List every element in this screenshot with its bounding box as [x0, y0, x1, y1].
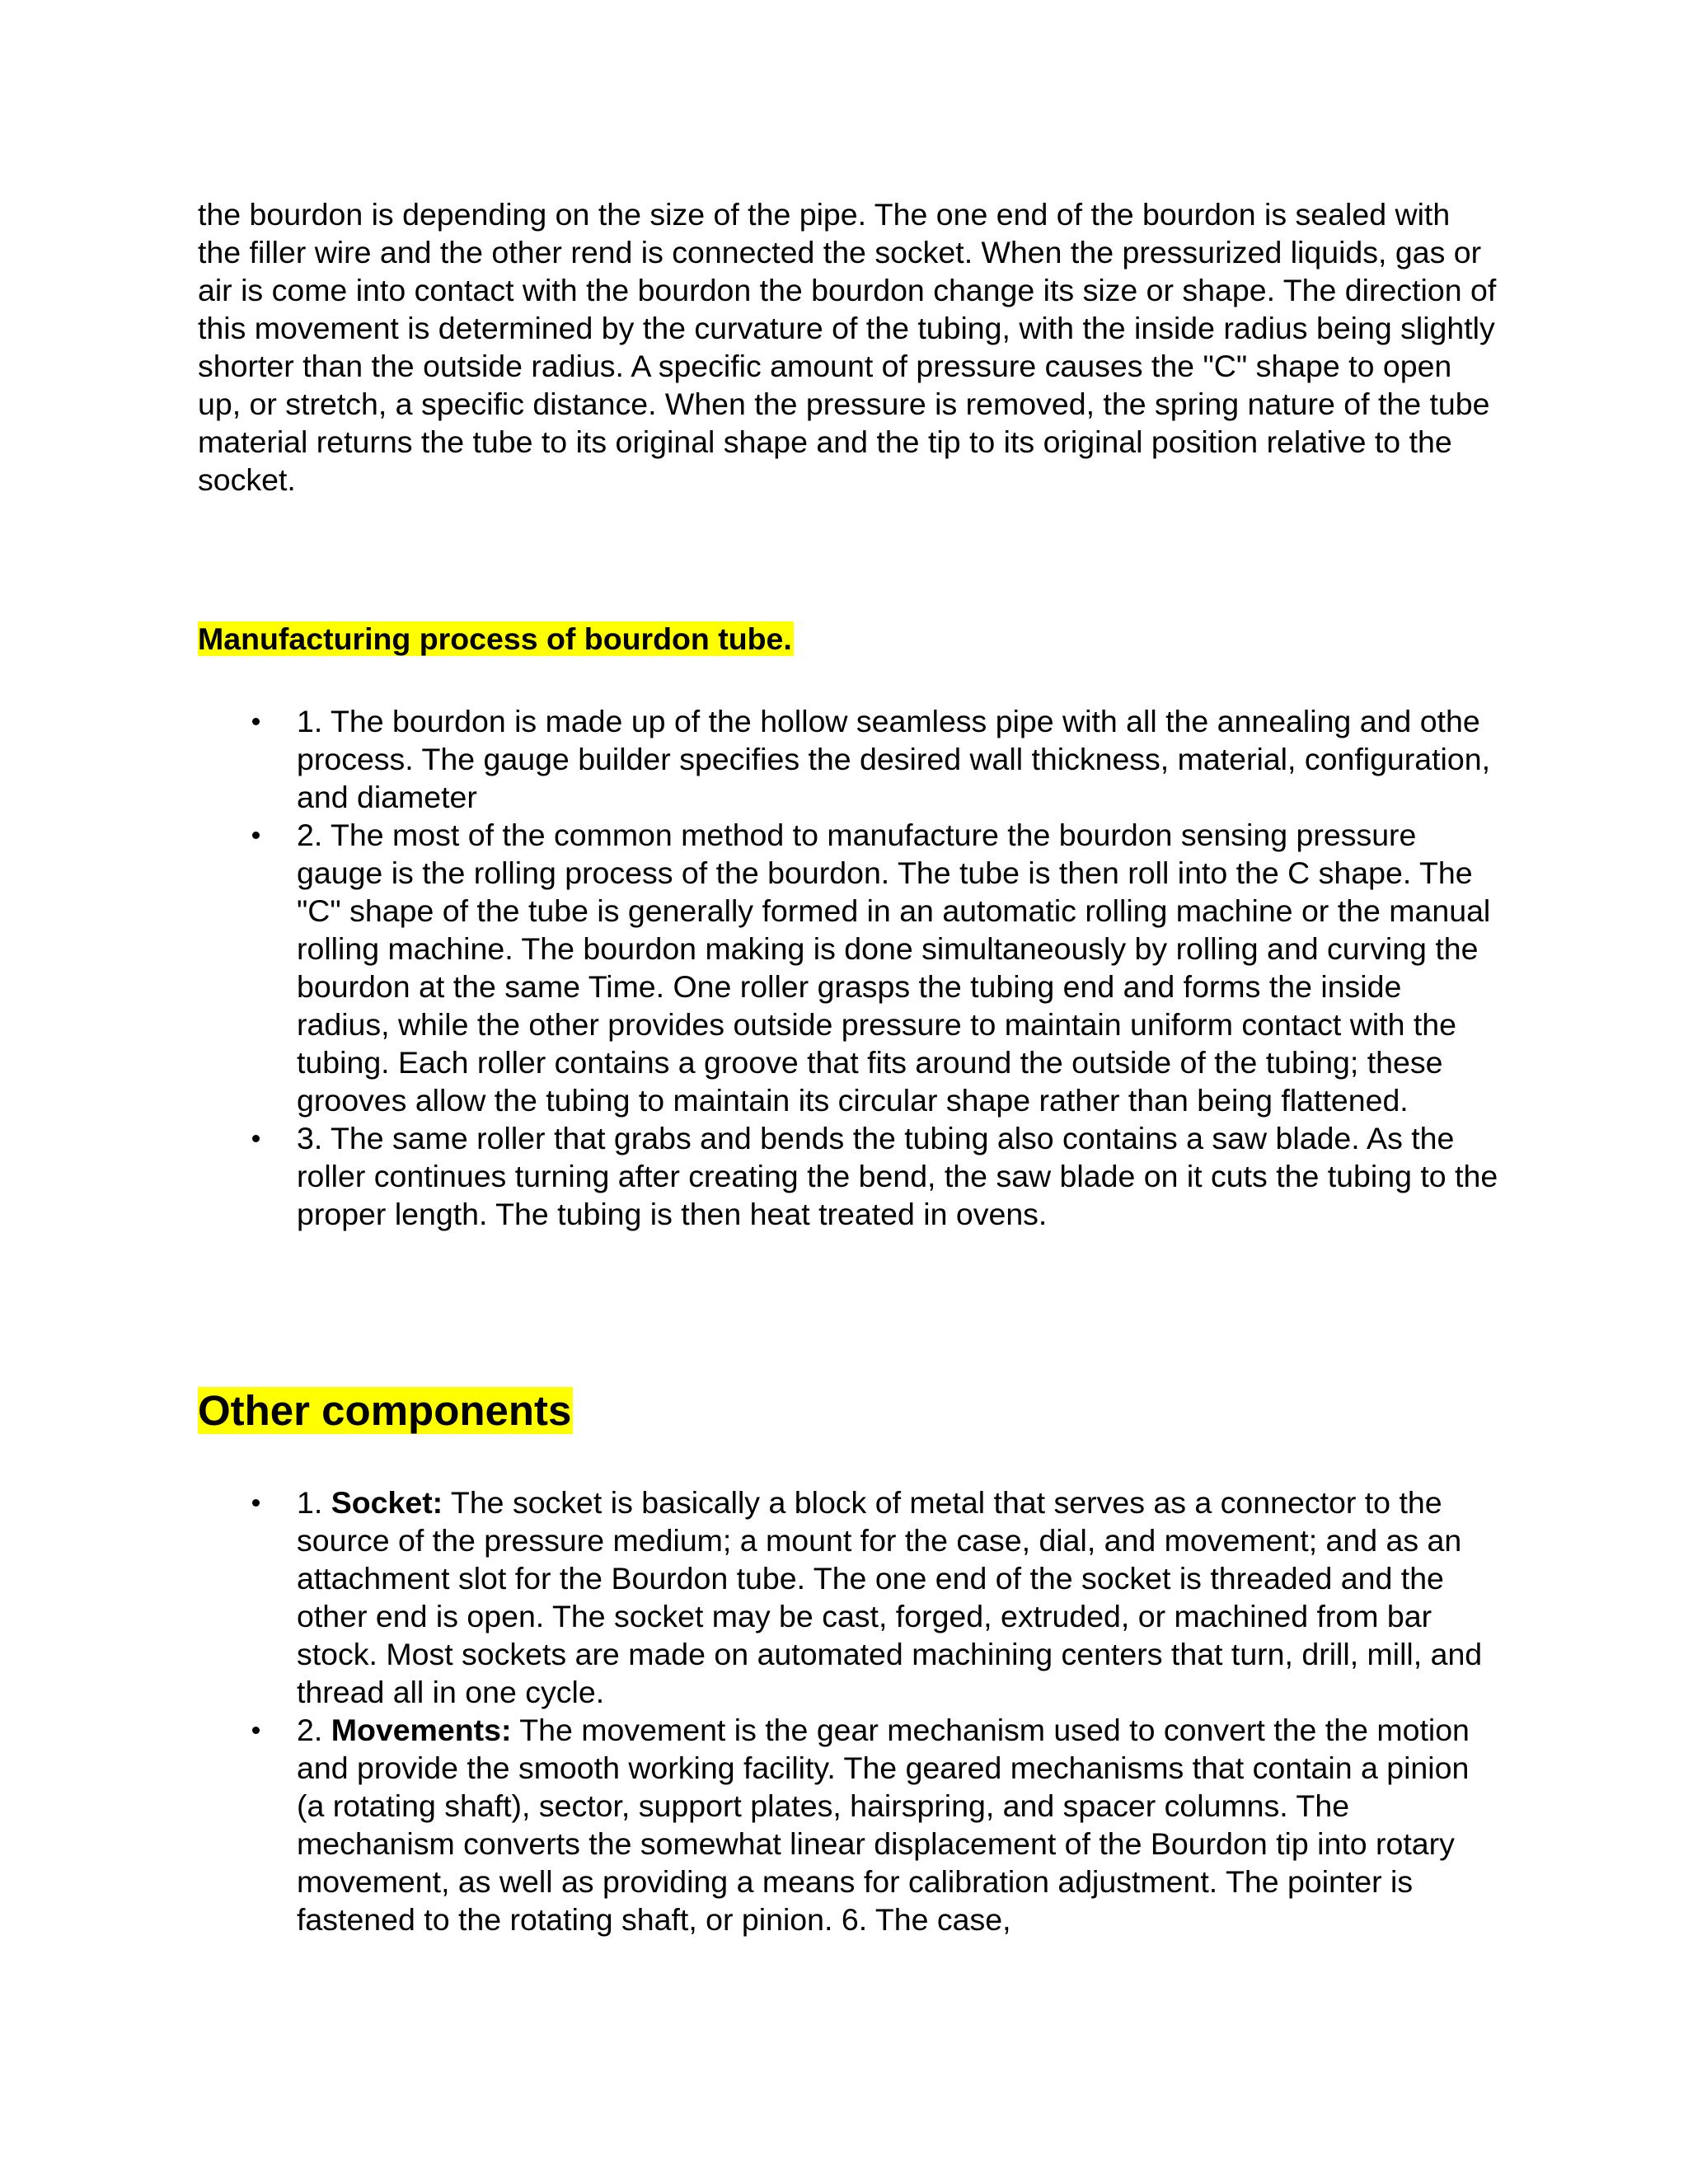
manufacturing-list: [198, 702, 1500, 1233]
components-heading-text: Other components: [198, 1387, 572, 1434]
list-item-text: 1. The bourdon is made up of the hollow seamless pipe with all the annealing and othe process. The gauge builder specifies the desired wall thickness, material, configuration, and diameter: [297, 704, 1490, 814]
item-number: 1.: [297, 1485, 331, 1520]
manufacturing-heading: [198, 618, 794, 659]
components-heading: [198, 1385, 573, 1437]
list-item-text: The socket is basically a block of metal that serves as a connector to the source of the pressure medium; a mount for the case, dial, and movement; and as an attachment slot for the Bourdon tube. The one end of the socket is threaded and the other end is open. The socket may be cast, forged, extruded, or machined from bar stock. Most sockets are made on automated machining centers that turn, drill, mill, and thread all in one cycle.: [297, 1485, 1483, 1709]
bullet-icon: [247, 1119, 264, 1157]
list-item: [198, 1119, 1500, 1233]
list-item: [198, 1483, 1500, 1711]
list-item-text: The movement is the gear mechanism used to convert the the motion and provide the smooth working facility. The geared mechanisms that contain a pinion (a rotating shaft), sector, support plates, hairspring, and spacer columns. The mechanism converts the somewhat linear displacement of the Bourdon tip into rotary movement, as well as providing a means for calibration adjustment. The pointer is fastened to the rotating shaft, or pinion. 6. The case,: [297, 1713, 1470, 1937]
intro-paragraph: the bourdon is depending on the size of the pipe. The one end of the bourdon is sealed with the filler wire and the other rend is connected the socket. When the pressurized liquids, gas or air is come into contact with the bourdon the bourdon change its size or shape. The direction of this movement is determined by the curvature of the tubing, with the inside radius being slightly shorter than the outside radius. A specific amount of pressure causes the "C" shape to open up, or stretch, a specific distance. When the pressure is removed, the spring nature of the tube material returns the tube to its original shape and the tip to its original position relative to the socket.: [198, 197, 1497, 497]
item-term: Socket:: [331, 1485, 443, 1520]
list-item: [198, 816, 1500, 1119]
manufacturing-heading-text: Manufacturing process of bourdon tube.: [198, 621, 792, 656]
item-term: Movements:: [331, 1713, 512, 1747]
bullet-icon: [247, 1711, 264, 1749]
bullet-icon: [247, 816, 264, 854]
list-item: [198, 702, 1500, 816]
list-item-text: 2. The most of the common method to manufacture the bourdon sensing pressure gauge is the rolling process of the bourdon. The tube is then roll into the C shape. The "C" shape of the tube is generally formed in an automatic rolling machine or the manual rolling machine. The bourdon making is done simultaneously by rolling and curving the bourdon at the same Time. One roller grasps the tubing end and forms the inside radius, while the other provides outside pressure to maintain uniform contact with the tubing. Each roller contains a groove that fits around the outside of the tubing; these grooves allow the tubing to maintain its circular shape rather than being flattened.: [297, 818, 1491, 1118]
components-list: [198, 1483, 1500, 1938]
list-item: [198, 1711, 1500, 1938]
bullet-icon: [247, 702, 264, 740]
bullet-icon: [247, 1483, 264, 1521]
item-number: 2.: [297, 1713, 331, 1747]
list-item-text: 3. The same roller that grabs and bends the tubing also contains a saw blade. As the roller continues turning after creating the bend, the saw blade on it cuts the tubing to the proper length. The tubing is then heat treated in ovens.: [297, 1121, 1498, 1231]
